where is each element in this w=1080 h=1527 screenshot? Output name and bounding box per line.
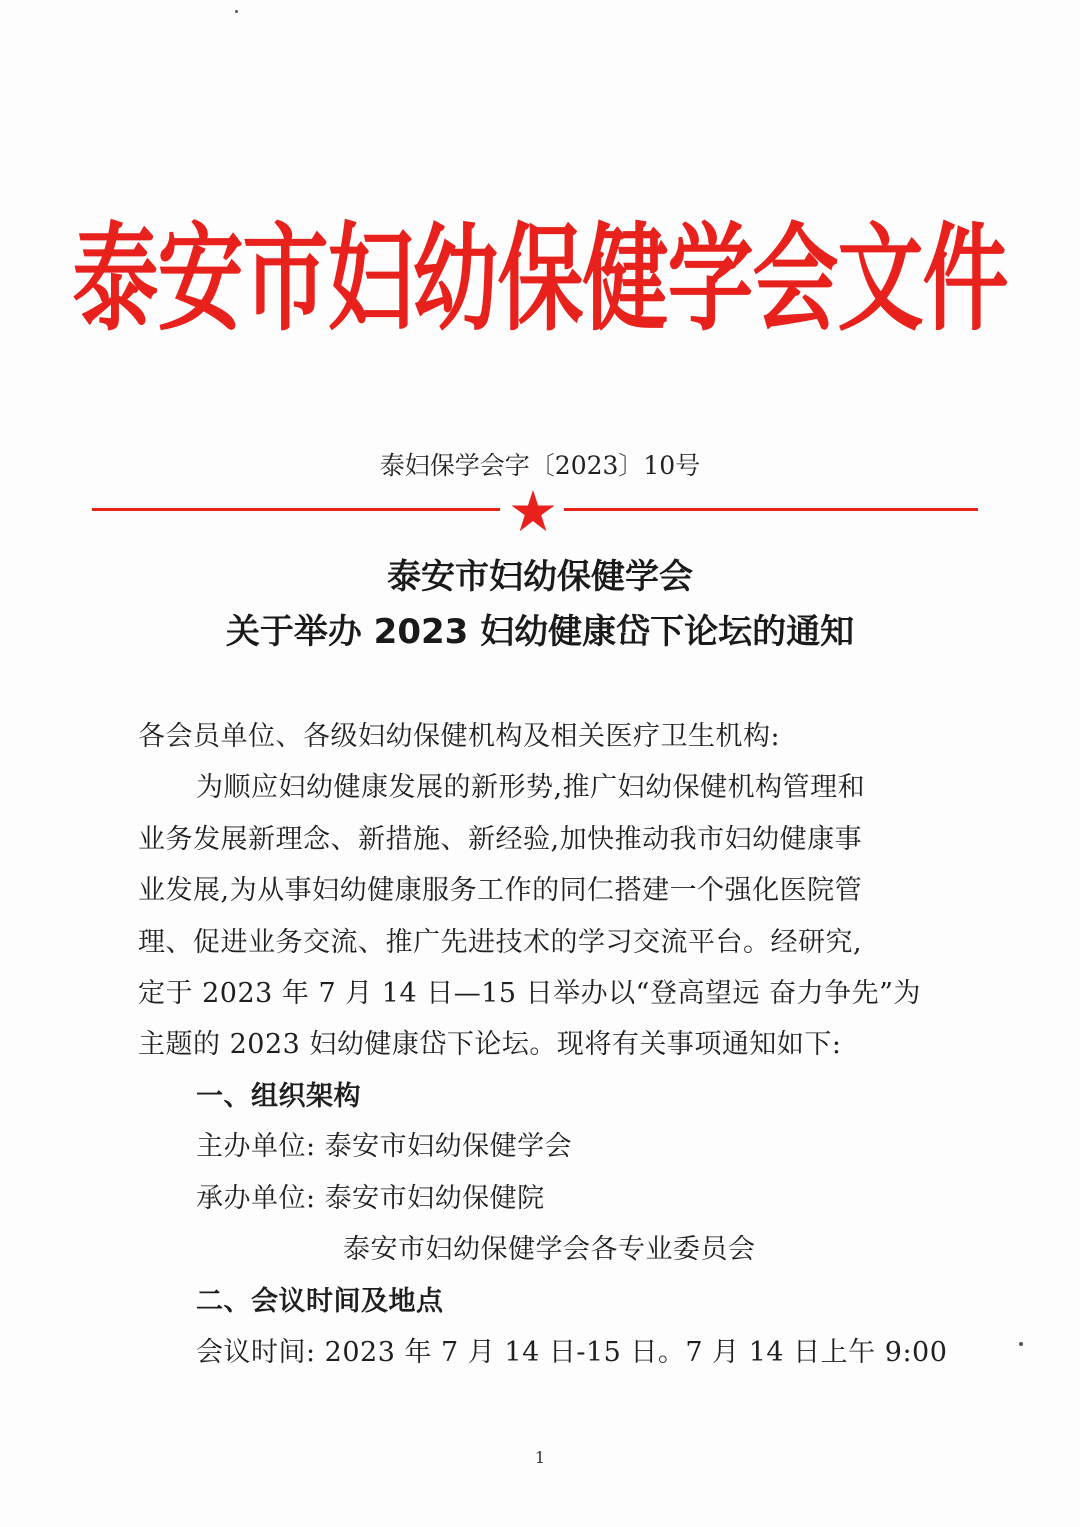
paragraph-line: 主题的 2023 妇幼健康岱下论坛。现将有关事项通知如下: [138,1029,842,1060]
red-rule-left [92,508,500,511]
paragraph-line: 业发展,为从事妇幼健康服务工作的同仁搭建一个强化医院管 [138,875,863,906]
scan-speck [235,10,238,13]
red-star-icon [510,488,556,534]
paragraph-line: 定于 2023 年 7 月 14 日—15 日举办以“登高望远 奋力争先”为 [138,978,921,1009]
organizer-unit-line2: 泰安市妇幼保健学会各专业委员会 [343,1234,756,1265]
section-heading-time-place: 二、会议时间及地点 [196,1286,444,1317]
scan-speck [1019,1342,1023,1346]
issuer-header-title: 泰安市妇幼保健学会文件 [72,212,1008,348]
paragraph-line: 业务发展新理念、新措施、新经验,加快推动我市妇幼健康事 [138,824,863,855]
meeting-time-line: 会议时间: 2023 年 7 月 14 日-15 日。7 月 14 日上午 9:00 [196,1337,948,1368]
host-unit-line: 主办单位: 泰安市妇幼保健学会 [196,1131,573,1162]
paragraph-line: 为顺应妇幼健康发展的新形势,推广妇幼保健机构管理和 [196,772,866,803]
red-rule-right [564,508,978,511]
paragraph-line: 理、促进业务交流、推广先进技术的学习交流平台。经研究, [138,927,863,958]
page-number: 1 [534,1448,546,1467]
salutation: 各会员单位、各级妇幼保健机构及相关医疗卫生机构: [138,721,781,752]
notice-title-line1: 泰安市妇幼保健学会 [387,557,693,597]
document-number: 泰妇保学会字〔2023〕10号 [379,451,701,480]
section-heading-organization: 一、组织架构 [196,1081,361,1112]
notice-title-line2: 关于举办 2023 妇幼健康岱下论坛的通知 [225,612,855,652]
organizer-unit-line: 承办单位: 泰安市妇幼保健院 [196,1183,545,1214]
